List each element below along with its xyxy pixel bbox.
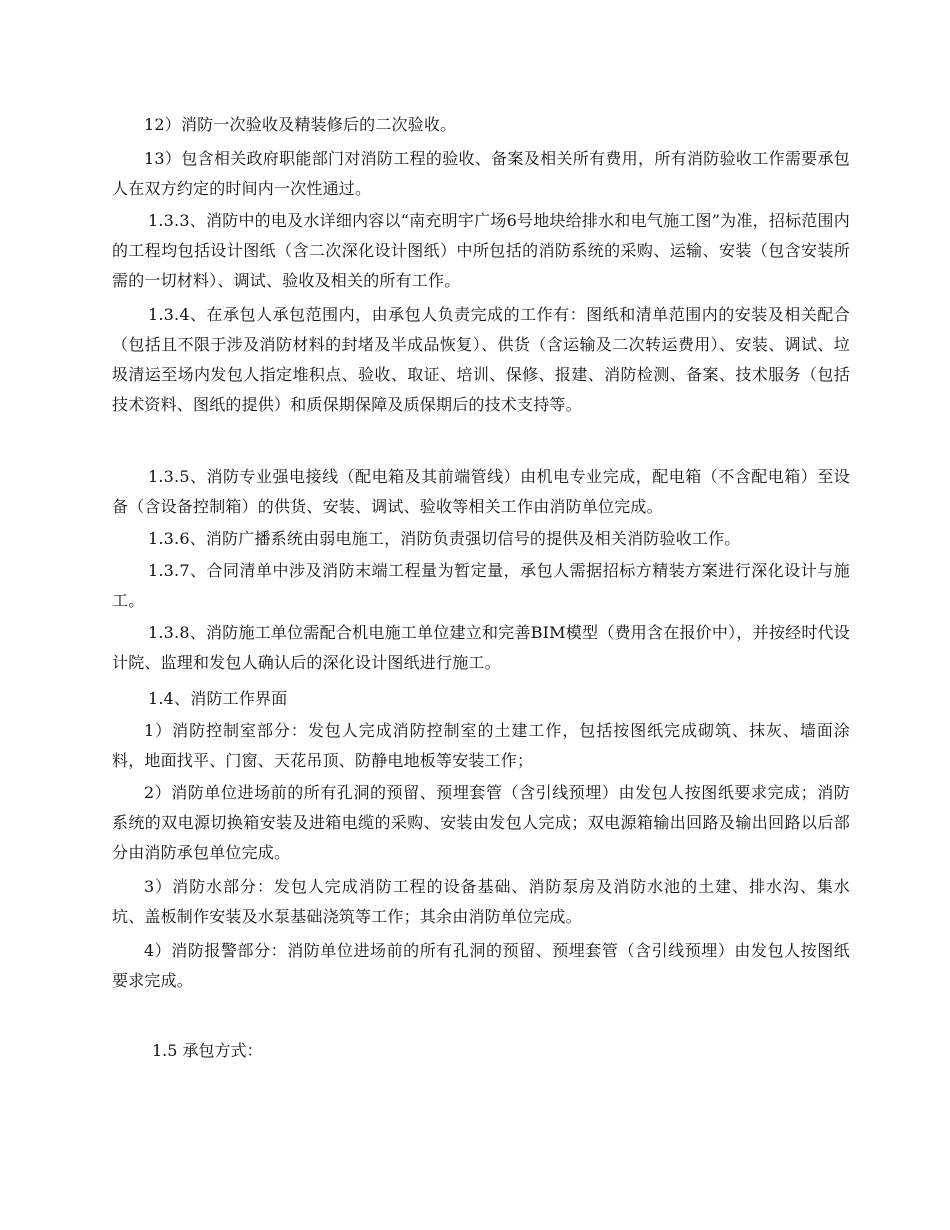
paragraph-item-12: 12）消防一次验收及精装修后的二次验收。 (144, 115, 457, 134)
paragraph-item-13: 13）包含相关政府职能部门对消防工程的验收、备案及相关所有费用，所有消防验收工作需要承包人在双方约定的时间内一次性通过。 (112, 149, 850, 198)
paragraph-1-3-6: 1.3.6、消防广播系统由弱电施工，消防负责强切信号的提供及相关消防验收工作。 (148, 529, 741, 548)
paragraph-1-3-4: 1.3.4、在承包人承包范围内，由承包人负责完成的工作有：图纸和清单范围内的安装及相关配合（包括且不限于涉及消防材料的封堵及半成品恢复）、供货（含运输及二次转运费用）、安装、调试、垃圾清运至场内发包人指定堆积点、验收、取证、培训、保修、报建、消防检测、备案、技术服务（包括技术资料、图纸的提供）和质保期保障及质保期后的技术支持等。 (112, 305, 850, 414)
paragraph-1-3-7: 1.3.7、合同清单中涉及消防末端工程量为暂定量，承包人需据招标方精装方案进行深化设计与施工。 (112, 561, 850, 610)
interface-item-2: 2）消防单位进场前的所有孔洞的预留、预埋套管（含引线预埋）由发包人按图纸要求完成；消防系统的双电源切换箱安装及进箱电缆的采购、安装由发包人完成；双电源箱输出回路及输出回路以后部分由消防承包单位完成。 (112, 783, 850, 862)
paragraph-1-3-5: 1.3.5、消防专业强电接线（配电箱及其前端管线）由机电专业完成，配电箱（不含配电箱）至设备（含设备控制箱）的供货、安装、调试、验收等相关工作由消防单位完成。 (112, 467, 850, 516)
interface-item-4: 4）消防报警部分：消防单位进场前的所有孔洞的预留、预埋套管（含引线预埋）由发包人按图纸要求完成。 (112, 941, 850, 990)
section-heading-1-5: 1.5 承包方式： (152, 1041, 263, 1060)
paragraph-1-3-3: 1.3.3、消防中的电及水详细内容以“南充明宇广场6号地块给排水和电气施工图”为准，招标范围内的工程均包括设计图纸（含二次深化设计图纸）中所包括的消防系统的采购、运输、安装（包含安装所需的一切材料）、调试、验收及相关的所有工作。 (112, 211, 850, 290)
interface-item-1: 1）消防控制室部分：发包人完成消防控制室的土建工作，包括按图纸完成砌筑、抹灰、墙面涂料，地面找平、门窗、天花吊顶、防静电地板等安装工作； (112, 721, 850, 770)
interface-item-3: 3）消防水部分：发包人完成消防工程的设备基础、消防泵房及消防水池的土建、排水沟、集水坑、盖板制作安装及水泵基础浇筑等工作；其余由消防单位完成。 (112, 877, 850, 926)
section-heading-1-4: 1.4、消防工作界面 (148, 689, 288, 708)
paragraph-1-3-8: 1.3.8、消防施工单位需配合机电施工单位建立和完善BIM模型（费用含在报价中），并按经时代设计院、监理和发包人确认后的深化设计图纸进行施工。 (112, 623, 850, 672)
